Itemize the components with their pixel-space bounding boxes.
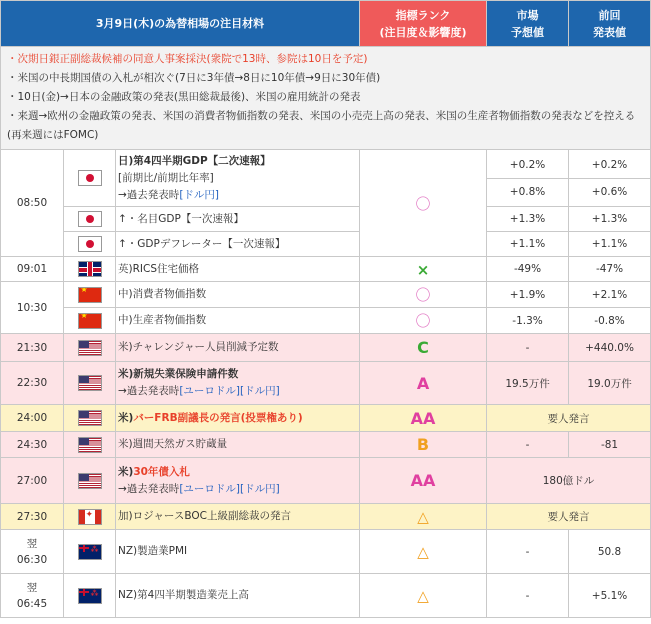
flag-cell bbox=[64, 530, 116, 574]
event-time bbox=[1, 530, 64, 574]
china-flag-icon bbox=[78, 287, 102, 303]
rank-triangle-icon: △ bbox=[417, 587, 429, 605]
rank-cell bbox=[360, 308, 487, 334]
flag-cell bbox=[64, 257, 116, 282]
notes-box bbox=[1, 47, 651, 150]
indicator-name: NZ)製造業PMI bbox=[116, 530, 360, 574]
table-row bbox=[1, 504, 651, 530]
history-prefix: →過去発表時 bbox=[118, 188, 180, 201]
table-row bbox=[1, 207, 651, 232]
event-time: 22:30 bbox=[1, 362, 64, 405]
flag-cell bbox=[64, 150, 116, 207]
rank-circle-icon: 〇 bbox=[415, 312, 431, 330]
china-flag-icon bbox=[78, 313, 102, 329]
indicator-name: 日)第4四半期GDP【二次速報】 bbox=[118, 154, 271, 167]
previous-value: 50.8 bbox=[569, 530, 651, 574]
forecast-header-sub: 予想値 bbox=[511, 25, 545, 39]
note-item: ・10日(金)→日本の金融政策の発表(黒田総裁最後)、米国の雇用統計の発表 bbox=[7, 91, 361, 103]
canada-flag-icon bbox=[78, 509, 102, 525]
us-flag-icon bbox=[78, 437, 102, 453]
rank-cell bbox=[360, 362, 487, 405]
indicator-name: NZ)第4四半期製造業売上高 bbox=[116, 574, 360, 618]
table-row bbox=[1, 405, 651, 432]
flag-cell bbox=[64, 574, 116, 618]
event-time: 24:30 bbox=[1, 432, 64, 458]
event-time: 09:01 bbox=[1, 257, 64, 282]
previous-value: +2.1% bbox=[569, 282, 651, 308]
next-day-label: 翌 bbox=[26, 581, 38, 594]
flag-cell bbox=[64, 458, 116, 504]
country-prefix: 米) bbox=[118, 411, 134, 424]
history-prefix: →過去発表時 bbox=[118, 385, 180, 397]
rank-triangle-icon: △ bbox=[417, 543, 429, 561]
previous-column-header bbox=[569, 1, 651, 47]
table-row bbox=[1, 257, 651, 282]
forecast-value: - bbox=[487, 334, 569, 362]
forecast-value: - bbox=[487, 432, 569, 458]
rank-c-badge: C bbox=[417, 338, 429, 357]
indicator-name: 英)RICS住宅価格 bbox=[116, 257, 360, 282]
table-row bbox=[1, 574, 651, 618]
indicator-name: バーFRB副議長の発言(投票権あり) bbox=[133, 411, 303, 424]
previous-value: +1.1% bbox=[569, 232, 651, 257]
previous-header-label: 前回 bbox=[598, 8, 621, 22]
us-flag-icon bbox=[78, 375, 102, 391]
indicator-sub: [前期比/前期比年率] bbox=[118, 171, 214, 184]
auction-size-cell: 180億ドル bbox=[487, 458, 651, 504]
indicator-name: 米)新規失業保険申請件数 bbox=[118, 368, 239, 380]
forecast-value: 19.5万件 bbox=[487, 362, 569, 405]
indicator-name: 30年債入札 bbox=[133, 465, 190, 478]
history-link-usdjpy[interactable]: [ドル円] bbox=[179, 188, 220, 201]
us-flag-icon bbox=[78, 473, 102, 489]
forecast-value: - bbox=[487, 530, 569, 574]
forecast-header-label: 市場 bbox=[516, 8, 539, 22]
uk-flag-icon bbox=[78, 261, 102, 277]
speech-cell: 要人発言 bbox=[487, 504, 651, 530]
previous-value: +0.2% bbox=[591, 158, 628, 171]
previous-value: 19.0万件 bbox=[569, 362, 651, 405]
history-prefix: →過去発表時 bbox=[118, 482, 180, 495]
rank-header-label: 指標ランク bbox=[395, 8, 451, 22]
us-flag-icon bbox=[78, 410, 102, 426]
rank-cell bbox=[360, 574, 487, 618]
forecast-value: +0.2% bbox=[509, 158, 546, 171]
rank-aa-badge: AA bbox=[410, 408, 436, 428]
flag-cell bbox=[64, 207, 116, 232]
table-row bbox=[1, 530, 651, 574]
table-row bbox=[1, 432, 651, 458]
rank-a-badge: A bbox=[416, 373, 430, 393]
rank-aa-badge: AA bbox=[410, 471, 436, 490]
previous-header-sub: 発表値 bbox=[593, 25, 627, 39]
page-title: 3月9日(木)の為替相場の注目材料 bbox=[1, 1, 360, 47]
rank-cell bbox=[360, 504, 487, 530]
flag-cell bbox=[64, 504, 116, 530]
table-header bbox=[1, 1, 651, 47]
rank-cross-icon: × bbox=[416, 260, 430, 279]
flag-cell bbox=[64, 405, 116, 432]
previous-value-annual: +0.6% bbox=[569, 178, 650, 205]
table-row bbox=[1, 334, 651, 362]
country-prefix: 米) bbox=[118, 465, 134, 478]
forecast-value-annual: +0.8% bbox=[487, 178, 568, 205]
indicator-name: 中)生産者物価指数 bbox=[116, 308, 360, 334]
forecast-cell bbox=[487, 150, 569, 207]
event-time: 10:30 bbox=[1, 282, 64, 334]
previous-value: +440.0% bbox=[569, 334, 651, 362]
rank-cell bbox=[360, 405, 487, 432]
japan-flag-icon bbox=[78, 170, 102, 186]
history-link-eurusd-usdjpy[interactable]: [ユーロドル][ドル円] bbox=[179, 482, 280, 495]
rank-cell bbox=[360, 257, 487, 282]
table-row bbox=[1, 308, 651, 334]
flag-cell bbox=[64, 282, 116, 308]
indicator-name: 米)チャレンジャー人員削減予定数 bbox=[116, 334, 360, 362]
table-row bbox=[1, 458, 651, 504]
indicator-cell bbox=[116, 362, 360, 405]
note-item: ・次期日銀正副総裁候補の同意人事案採決(衆院で13時、参院は10日を予定) bbox=[7, 53, 368, 65]
event-time: 08:50 bbox=[1, 150, 64, 257]
flag-cell bbox=[64, 362, 116, 405]
history-link-eurusd-usdjpy[interactable]: [ユーロドル][ドル円] bbox=[179, 385, 280, 397]
previous-value: -0.8% bbox=[569, 308, 651, 334]
previous-value: +1.3% bbox=[569, 207, 651, 232]
rank-header-sub: (注目度＆影響度) bbox=[379, 25, 467, 39]
rank-cell bbox=[360, 150, 487, 257]
forecast-value: - bbox=[487, 574, 569, 618]
indicator-name: 米)週間天然ガス貯蔵量 bbox=[116, 432, 360, 458]
flag-cell bbox=[64, 232, 116, 257]
event-time: 24:00 bbox=[1, 405, 64, 432]
note-item: ・来週→欧州の金融政策の発表、米国の消費者物価指数の発表、米国の小売売上高の発表、米国の生産者物価指数の発表などを控える(再来週にはFOMC) bbox=[7, 110, 636, 141]
event-time-value: 06:30 bbox=[16, 553, 48, 566]
flag-cell bbox=[64, 334, 116, 362]
previous-value: -47% bbox=[569, 257, 651, 282]
rank-cell bbox=[360, 334, 487, 362]
notes-row bbox=[1, 47, 651, 150]
indicator-cell bbox=[116, 405, 360, 432]
forecast-value: +1.3% bbox=[487, 207, 569, 232]
next-day-label: 翌 bbox=[26, 537, 38, 550]
forecast-column-header bbox=[487, 1, 569, 47]
previous-value: +5.1% bbox=[569, 574, 651, 618]
indicator-name: 中)消費者物価指数 bbox=[116, 282, 360, 308]
rank-circle-icon: 〇 bbox=[415, 286, 431, 304]
forecast-value: +1.9% bbox=[487, 282, 569, 308]
us-flag-icon bbox=[78, 340, 102, 356]
rank-circle-icon: 〇 bbox=[415, 194, 431, 213]
nz-flag-icon bbox=[78, 544, 102, 560]
indicator-cell bbox=[116, 150, 360, 207]
rank-column-header bbox=[360, 1, 487, 47]
event-time-value: 06:45 bbox=[16, 597, 48, 610]
indicator-cell bbox=[116, 458, 360, 504]
flag-cell bbox=[64, 308, 116, 334]
speech-cell: 要人発言 bbox=[487, 405, 651, 432]
rank-triangle-icon: △ bbox=[417, 508, 429, 526]
event-time: 27:30 bbox=[1, 504, 64, 530]
indicator-name: ↑・名目GDP【一次速報】 bbox=[116, 207, 360, 232]
nz-flag-icon bbox=[78, 588, 102, 604]
flag-cell bbox=[64, 432, 116, 458]
indicator-name: 加)ロジャースBOC上級副総裁の発言 bbox=[116, 504, 360, 530]
note-item: ・米国の中長期国債の入札が相次ぐ(7日に3年債→8日に10年債→9日に30年債) bbox=[7, 72, 381, 84]
table-row bbox=[1, 150, 651, 207]
forecast-value: +1.1% bbox=[487, 232, 569, 257]
event-time: 27:00 bbox=[1, 458, 64, 504]
previous-value: -81 bbox=[569, 432, 651, 458]
japan-flag-icon bbox=[78, 236, 102, 252]
indicator-name: ↑・GDPデフレーター【一次速報】 bbox=[116, 232, 360, 257]
event-time bbox=[1, 574, 64, 618]
event-time: 21:30 bbox=[1, 334, 64, 362]
rank-cell bbox=[360, 282, 487, 308]
japan-flag-icon bbox=[78, 211, 102, 227]
rank-cell bbox=[360, 530, 487, 574]
table-row bbox=[1, 362, 651, 405]
rank-b-badge: B bbox=[416, 435, 430, 454]
forecast-value: -1.3% bbox=[487, 308, 569, 334]
previous-cell bbox=[569, 150, 651, 207]
forecast-value: -49% bbox=[487, 257, 569, 282]
table-row bbox=[1, 232, 651, 257]
rank-cell bbox=[360, 458, 487, 504]
rank-cell bbox=[360, 432, 487, 458]
table-row bbox=[1, 282, 651, 308]
